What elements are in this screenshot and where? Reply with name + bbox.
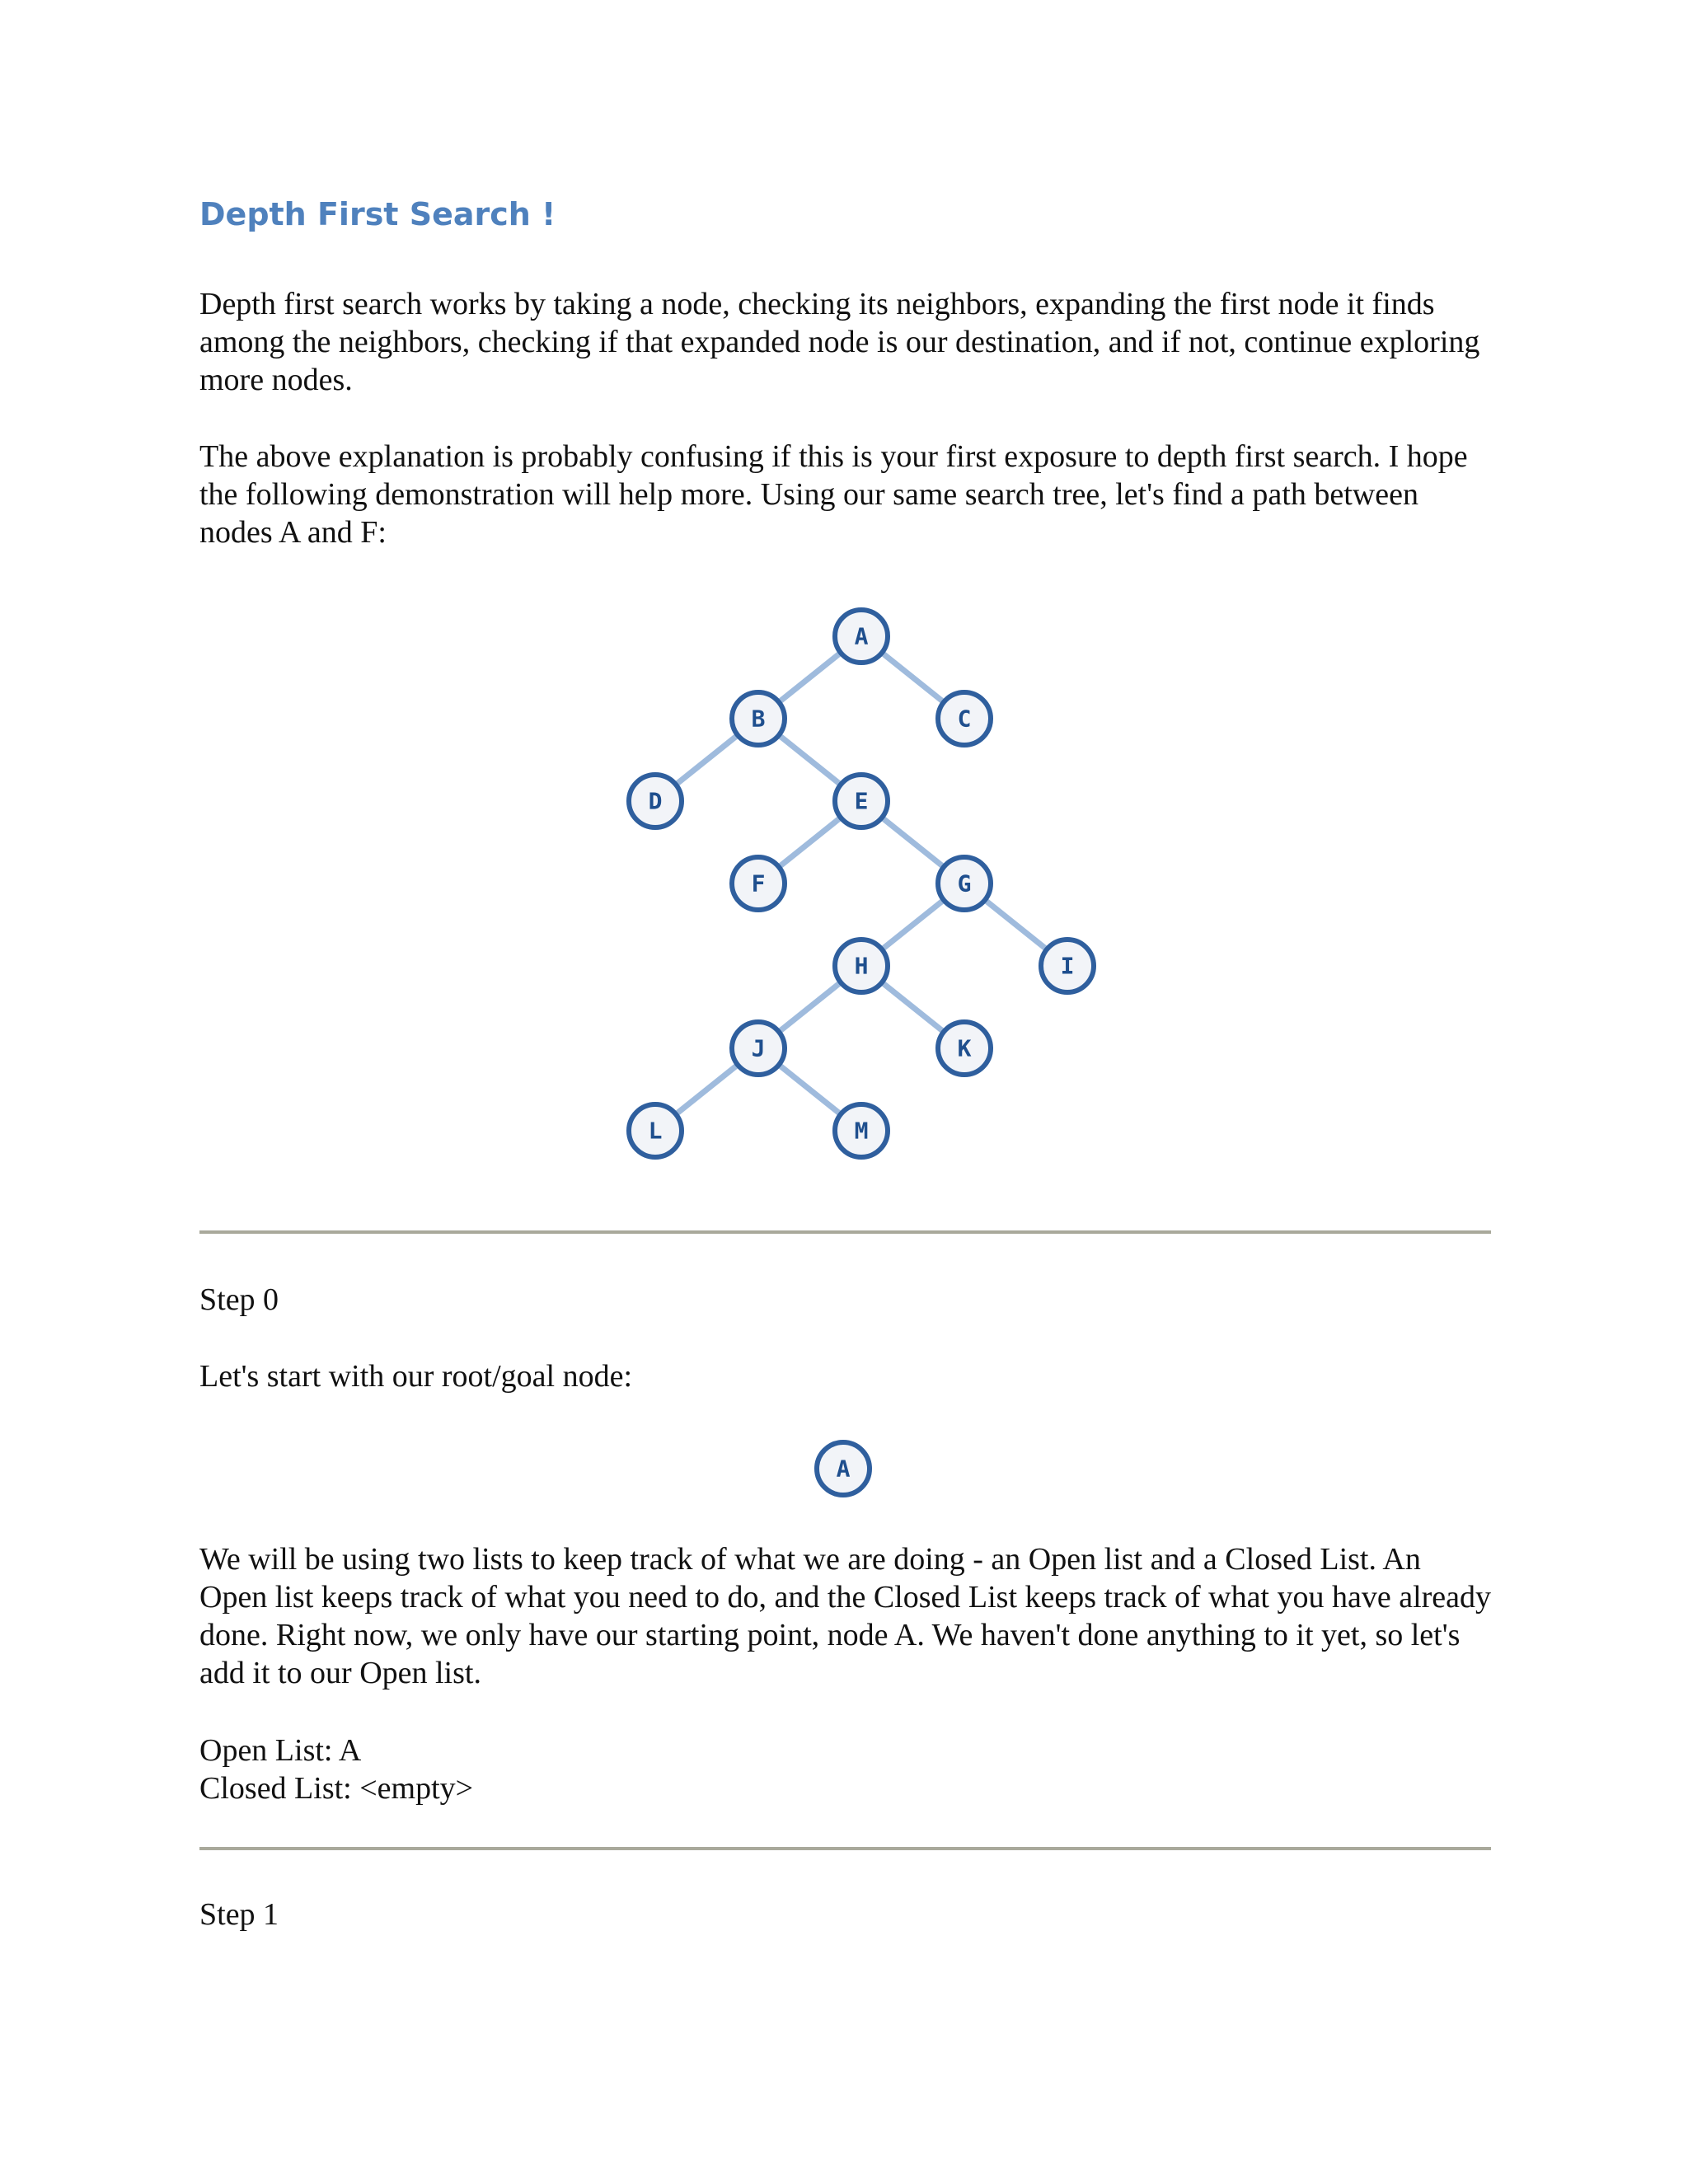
section-divider xyxy=(199,1847,1491,1850)
step-0-title: Step 0 xyxy=(199,1282,279,1317)
closed-list-status: Closed List: <empty> xyxy=(199,1771,474,1806)
tree-node-b-label: B xyxy=(751,705,766,733)
tree-node-l-label: L xyxy=(648,1117,663,1145)
tree-node-e-label: E xyxy=(854,787,869,815)
step-1-title: Step 1 xyxy=(199,1897,279,1932)
list-status xyxy=(199,1732,473,1807)
tree-node-d-label: D xyxy=(648,787,663,815)
tree-node-a-label: A xyxy=(854,622,869,650)
tree-node-c-label: C xyxy=(957,705,972,733)
page-title: Depth First Search ! xyxy=(199,196,556,232)
root-node xyxy=(817,1442,870,1495)
step-1-heading xyxy=(199,1896,279,1933)
lists-explanation-paragraph: We will be using two lists to keep track of what we are doing - an Open list and a Closed List. An Open list keeps track of what you need to do, and the Closed List keeps track of what you have already done. Right now, we only have our starting point, node A. We haven't done anything to it yet, so let's add it to our Open list. xyxy=(199,1542,1492,1690)
tree-node-k-label: K xyxy=(957,1034,972,1062)
tree-node-g-label: G xyxy=(957,869,972,898)
open-list-status: Open List: A xyxy=(199,1733,362,1768)
tree-node-root-label: A xyxy=(836,1455,851,1483)
tree-node-m-label: M xyxy=(854,1117,869,1145)
step-0-text: Let's start with our root/goal node: xyxy=(199,1359,633,1394)
tree-node-i-label: I xyxy=(1060,952,1075,980)
explanation-paragraph: The above explanation is probably confusing if this is your first exposure to depth first search. I hope the following demonstration will help more. Using our same search tree, let's find a path between nodes A and F: xyxy=(199,439,1468,550)
tree-node-h-label: H xyxy=(854,952,869,980)
intro-paragraph: Depth first search works by taking a node, checking its neighbors, expanding the first node it finds among the neighbors, checking if that expanded node is our destination, and if not, continue exploring more nodes. xyxy=(199,287,1480,397)
tree-node-f-label: F xyxy=(751,869,766,898)
tree-node-j-label: J xyxy=(751,1034,766,1062)
